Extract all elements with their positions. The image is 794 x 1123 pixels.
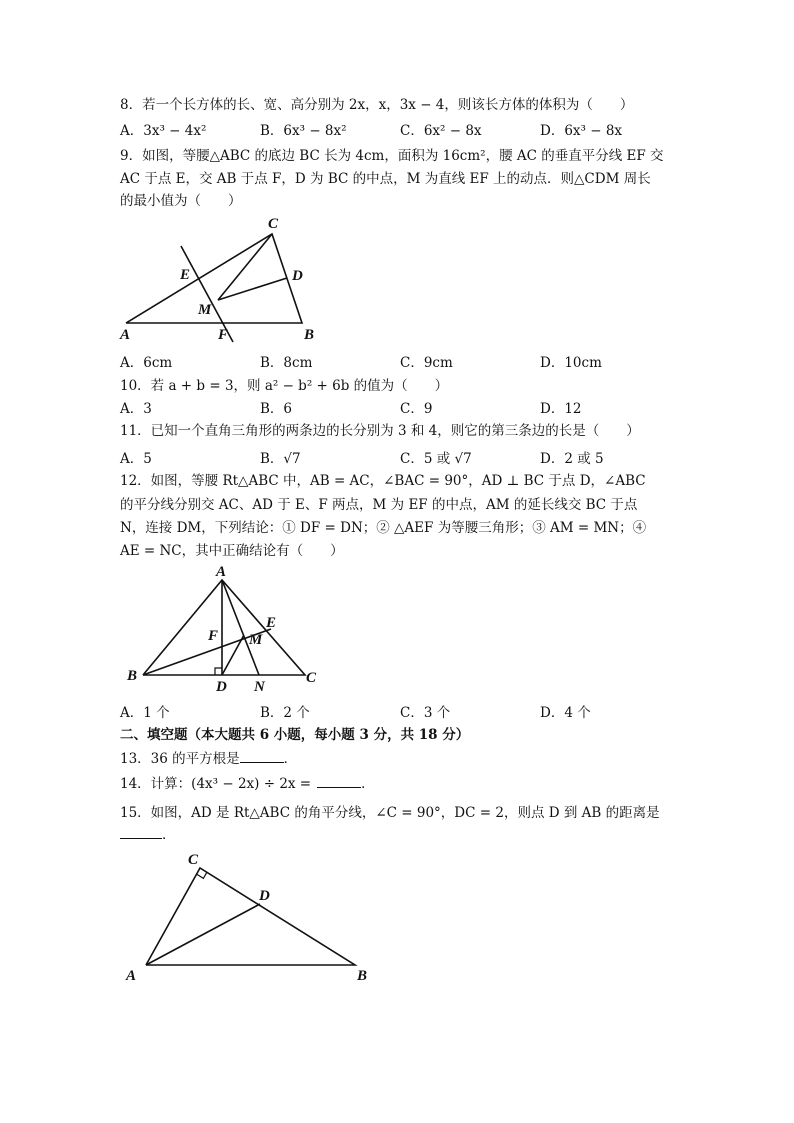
q10-stem: 10．若 a + b = 3，则 a² − b² + 6b 的值为（ ）	[120, 378, 449, 394]
q13-line	[120, 750, 297, 768]
q12-line-an	[222, 580, 259, 675]
q13-end: ．	[283, 751, 298, 767]
q11-option-b: B．√7	[260, 451, 301, 467]
q12-label-d: D	[216, 679, 227, 694]
q9-label-f: F	[218, 327, 229, 343]
q12-label-m: M	[249, 632, 263, 648]
q9-option-d: D．10cm	[540, 355, 602, 371]
q12-label-e: E	[266, 615, 277, 631]
q12-figure	[120, 562, 330, 694]
q12-right-angle-mark	[215, 668, 222, 675]
q9-option-a: A．6cm	[120, 355, 173, 371]
q8-option-c: C．6x² − 8x	[400, 123, 482, 139]
section2-heading: 二、填空题（本大题共 6 小题，每小题 3 分，共 18 分）	[120, 727, 470, 743]
q14-end: ．	[361, 776, 375, 792]
q12-triangle-abc	[143, 580, 305, 675]
q15-label-a: A	[126, 968, 137, 984]
q12-label-f: F	[208, 628, 219, 644]
q10-option-d: D．12	[540, 401, 582, 417]
q11-option-c: C．5 或 √7	[400, 451, 472, 467]
q15-right-angle-mark	[197, 872, 207, 878]
q11-option-d: D．2 或 5	[540, 451, 604, 467]
q13-answer-blank[interactable]	[240, 750, 284, 763]
q9-label-b: B	[304, 327, 315, 343]
q12-label-a: A	[216, 564, 227, 580]
q15-line2	[120, 826, 176, 844]
q10-option-b: B．6	[260, 401, 293, 417]
q15-answer-blank[interactable]	[120, 826, 162, 839]
q15-end: ．	[162, 827, 176, 843]
q15-label-d: D	[259, 888, 270, 904]
q12-label-c: C	[306, 670, 317, 686]
q15-triangle-abc	[146, 868, 355, 965]
q9-segment-md	[218, 278, 287, 300]
q10-option-c: C．9	[400, 401, 433, 417]
q12-option-d: D．4 个	[540, 705, 591, 721]
q10-option-a: A．3	[120, 401, 152, 417]
q8-option-b: B．6x³ − 8x²	[260, 123, 347, 139]
q9-triangle-abc	[126, 234, 302, 323]
q9-label-c: C	[268, 216, 279, 232]
q9-option-c: C．9cm	[400, 355, 453, 371]
q12-label-b: B	[127, 668, 138, 684]
q12-stem-line1: 12．如图，等腰 Rt△ABC 中，AB = AC，∠BAC = 90°，AD ⊥ BC 于点 D，∠ABC	[120, 473, 646, 489]
q12-label-n: N	[254, 679, 265, 694]
q9-label-m: M	[198, 302, 212, 318]
q9-option-b: B．8cm	[260, 355, 313, 371]
q12-option-a: A．1 个	[120, 705, 170, 721]
q8-option-d: D．6x³ − 8x	[540, 123, 623, 139]
q9-stem-line1: 9．如图，等腰△ABC 的底边 BC 长为 4cm，面积为 16cm²，腰 AC 的垂直平分线 EF 交	[120, 148, 664, 164]
q12-stem-line2: 的平分线分别交 AC、AD 于 E、F 两点，M 为 EF 的中点，AM 的延长线交 BC 于点	[120, 497, 638, 513]
q8-option-a: A．3x³ − 4x²	[120, 123, 207, 139]
q15-figure	[120, 846, 380, 986]
q11-option-a: A．5	[120, 451, 152, 467]
q12-option-b: B．2 个	[260, 705, 310, 721]
q12-stem-line3: N，连接 DM，下列结论：① DF = DN；② △AEF 为等腰三角形；③ AM = MN；④	[120, 520, 647, 536]
q9-stem-line3: 的最小值为（ ）	[120, 193, 242, 209]
q11-stem: 11．已知一个直角三角形的两条边的长分别为 3 和 4，则它的第三条边的长是（ ）	[120, 423, 640, 439]
q9-figure	[112, 212, 332, 344]
q9-label-e: E	[180, 267, 191, 283]
q9-stem-line2: AC 于点 E，交 AB 于点 F，D 为 BC 的中点，M 为直线 EF 上的动点．则△CDM 周长	[120, 171, 651, 187]
q8-stem: 8．若一个长方体的长、宽、高分别为 2x，x，3x − 4，则该长方体的体积为（ ）	[120, 97, 634, 113]
q14-line	[120, 775, 375, 793]
q15-stem: 15．如图，AD 是 Rt△ABC 的角平分线，∠C = 90°，DC = 2，则点 D 到 AB 的距离是	[120, 805, 660, 821]
q9-label-a: A	[120, 327, 131, 343]
q9-label-d: D	[292, 268, 303, 284]
q15-label-c: C	[188, 852, 199, 868]
q13-stem: 13．36 的平方根是	[120, 751, 240, 767]
q14-answer-blank[interactable]	[317, 775, 361, 788]
q9-segment-mc	[218, 234, 272, 300]
q12-option-c: C．3 个	[400, 705, 451, 721]
q14-stem: 14．计算：(4x³ − 2x) ÷ 2x =	[120, 776, 312, 792]
q15-label-b: B	[357, 968, 368, 984]
q12-stem-line4: AE = NC，其中正确结论有（ ）	[120, 543, 344, 559]
q12-segment-dm	[222, 635, 244, 675]
